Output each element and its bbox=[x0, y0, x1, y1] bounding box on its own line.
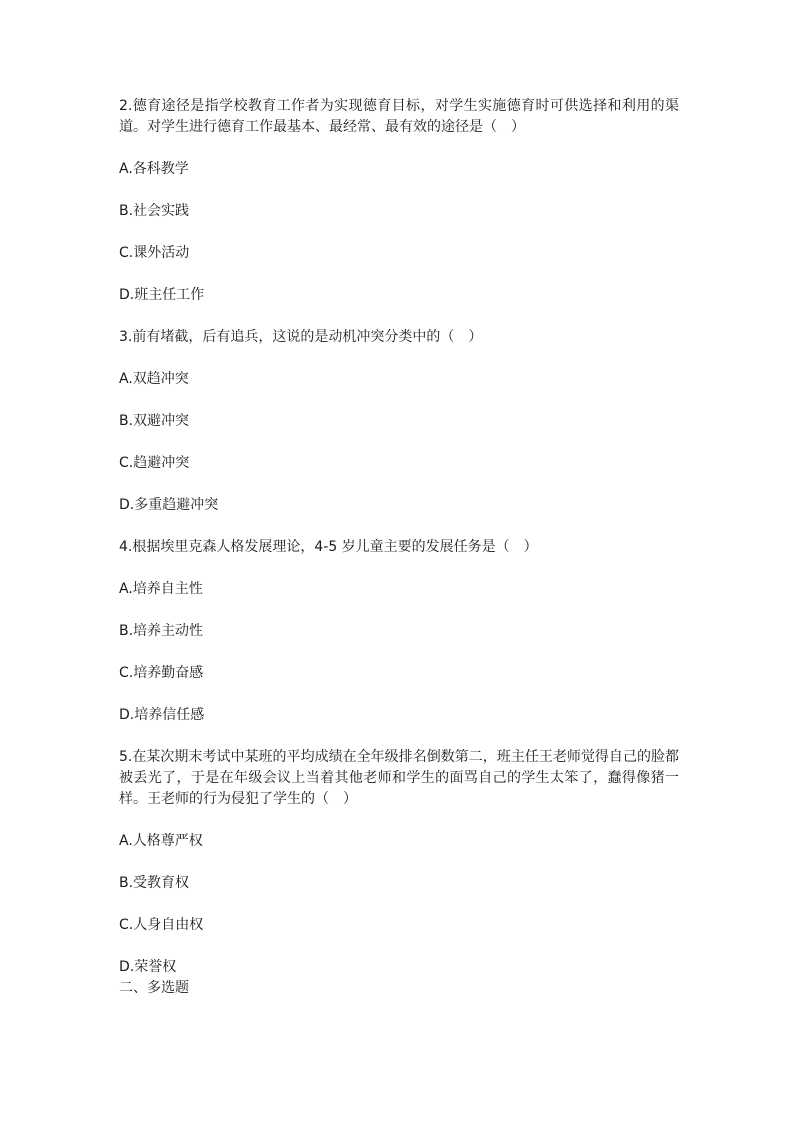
question-5-option-c: C.人身自由权 bbox=[119, 917, 204, 933]
question-3-option-a: A.双趋冲突 bbox=[119, 371, 189, 387]
question-2-option-d: D.班主任工作 bbox=[119, 287, 205, 303]
question-3-option-c: C.趋避冲突 bbox=[119, 455, 190, 471]
question-3-option-b: B.双避冲突 bbox=[119, 413, 190, 429]
question-5-option-b: B.受教育权 bbox=[119, 875, 190, 891]
question-3-option-d: D.多重趋避冲突 bbox=[119, 497, 219, 513]
question-5-option-d: D.荣誉权 bbox=[119, 959, 177, 975]
question-2-text: 2.德育途径是指学校教育工作者为实现德育目标，对学生实施德育时可供选择和利用的渠道。对学生进行德育工作最基本、最经常、最有效的途径是（ ） bbox=[119, 98, 679, 135]
question-2-option-b: B.社会实践 bbox=[119, 203, 190, 219]
question-4-option-b: B.培养主动性 bbox=[119, 623, 204, 639]
question-4-option-d: D.培养信任感 bbox=[119, 707, 205, 723]
question-2-option-a: A.各科教学 bbox=[119, 161, 189, 177]
question-3-text: 3.前有堵截，后有追兵，这说的是动机冲突分类中的（ ） bbox=[119, 329, 483, 345]
document-page bbox=[119, 96, 679, 999]
question-5-option-a: A.人格尊严权 bbox=[119, 833, 203, 849]
section-title-multiple-choice: 二、多选题 bbox=[119, 980, 189, 996]
question-4-option-a: A.培养自主性 bbox=[119, 581, 203, 597]
question-4-text: 4.根据埃里克森人格发展理论，4-5 岁儿童主要的发展任务是（ ） bbox=[119, 539, 538, 555]
question-4-option-c: C.培养勤奋感 bbox=[119, 665, 204, 681]
question-2-option-c: C.课外活动 bbox=[119, 245, 190, 261]
question-5-text: 5.在某次期末考试中某班的平均成绩在全年级排名倒数第二，班主任王老师觉得自己的脸都被丢光了，于是在年级会议上当着其他老师和学生的面骂自己的学生太笨了，蠢得像猪一样。王老师的行为侵犯了学生的（ ） bbox=[119, 749, 679, 807]
